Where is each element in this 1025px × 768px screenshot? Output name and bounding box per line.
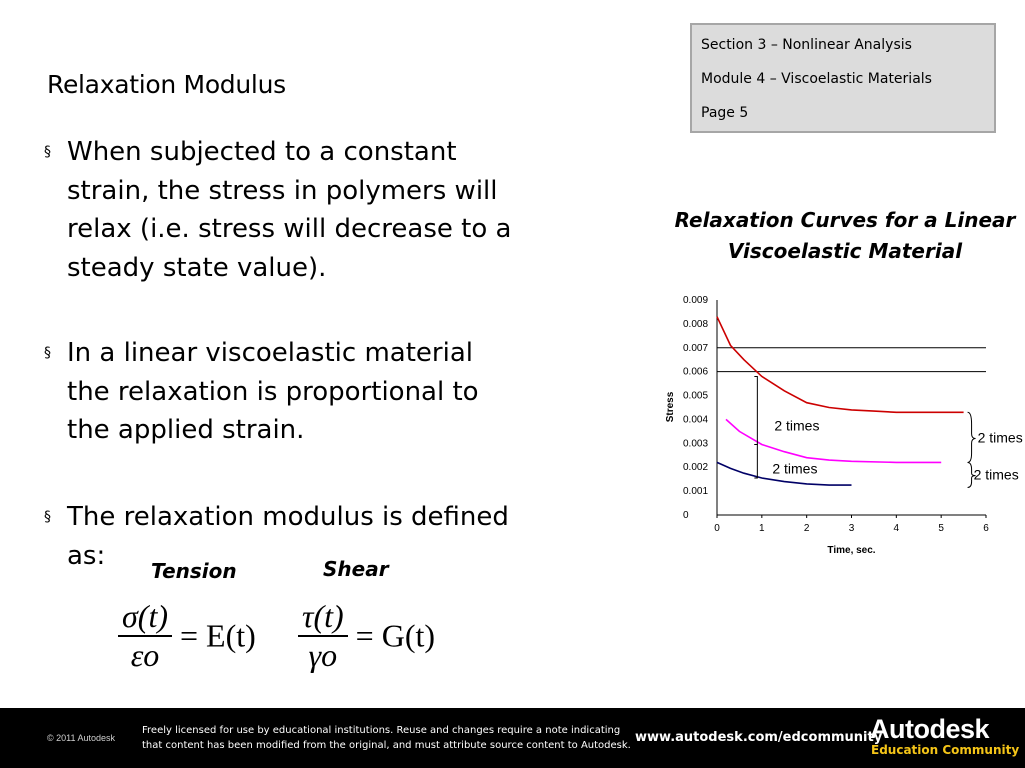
y-tick-label: 0.007 [683, 342, 709, 354]
x-tick-label: 0 [714, 523, 720, 534]
license-line: that content has been modified from the original, and must attribute source content to Autodesk. [142, 740, 631, 751]
brace-upper-right [968, 412, 976, 462]
bullet-line: as: [67, 540, 106, 571]
copyright-text: © 2011 Autodesk [47, 733, 116, 743]
x-axis-label: Time, sec. [827, 545, 876, 556]
x-tick-label: 6 [983, 523, 989, 534]
module-label: Module 4 – Viscoelastic Materials [701, 71, 932, 87]
bullet-line: relax (i.e. stress will decrease to a [67, 214, 512, 244]
license-line: Freely licensed for use by educational institutions. Reuse and changes require a note indicating [142, 725, 621, 736]
shear-label: Shear [323, 557, 389, 581]
footer-bar [0, 708, 1025, 768]
shear-denominator: γo [298, 635, 348, 674]
y-axis-label: Stress [665, 391, 676, 423]
page-label: Page 5 [701, 105, 749, 121]
y-tick-label: 0.004 [683, 414, 709, 426]
chart-title: Relaxation Curves for a Linear Viscoelastic Material [674, 208, 1016, 263]
y-tick-label: 0.003 [683, 438, 709, 450]
bracket-lower-left [754, 445, 757, 478]
series-line [717, 317, 964, 413]
bracket-upper-left [754, 376, 757, 444]
annotation-label: 2 times [774, 417, 820, 434]
x-tick-label: 1 [759, 523, 765, 534]
shear-formula [298, 598, 435, 674]
shear-rhs: = G(t) [355, 617, 436, 654]
shear-fraction [298, 598, 348, 674]
x-tick-label: 3 [848, 523, 855, 534]
x-tick-label: 2 [803, 523, 810, 534]
bullet-line: the applied strain. [67, 415, 305, 445]
bullet-line: the relaxation is proportional to [67, 376, 479, 407]
bullet-line: In a linear viscoelastic material [67, 338, 473, 368]
x-tick-label: 4 [893, 523, 900, 534]
y-tick-label: 0.008 [683, 318, 709, 330]
section-info-box [690, 23, 996, 133]
bullet-marker: § [44, 144, 51, 160]
autodesk-logo: Autodesk [870, 714, 990, 744]
bullet-line: When subjected to a constant [67, 137, 457, 167]
education-community-label: Education Community [871, 743, 1020, 757]
bullet-line: steady state value). [67, 252, 327, 283]
tension-denominator: εo [118, 635, 172, 674]
y-tick-label: 0.002 [683, 462, 709, 474]
bullet-item [44, 334, 547, 450]
tension-rhs: = E(t) [179, 617, 256, 654]
tension-formula [118, 598, 256, 674]
slide-title: Relaxation Modulus [47, 70, 286, 99]
y-tick-label: 0.009 [683, 295, 709, 306]
bullet-line: strain, the stress in polymers will [67, 175, 498, 206]
license-text [142, 723, 631, 753]
y-tick-label: 0 [683, 510, 689, 521]
bullet-line: The relaxation modulus is defined [67, 502, 509, 532]
tension-fraction [118, 598, 172, 674]
y-tick-label: 0.005 [683, 390, 709, 402]
y-tick-label: 0.001 [683, 486, 709, 498]
community-link[interactable]: www.autodesk.com/edcommunity [635, 730, 883, 745]
bullet-item [44, 133, 547, 287]
shear-numerator: τ(t) [302, 598, 344, 634]
section-label: Section 3 – Nonlinear Analysis [701, 37, 912, 53]
tension-label: Tension [151, 559, 237, 583]
annotation-label: 2 times [772, 460, 818, 477]
x-tick-label: 5 [938, 523, 944, 534]
bullet-item [44, 498, 547, 575]
relaxation-chart [655, 285, 1025, 565]
bullet-marker: § [44, 345, 51, 361]
tension-numerator: σ(t) [122, 598, 168, 634]
annotation-label: 2 times [977, 429, 1023, 446]
annotation-label: 2 times [973, 466, 1019, 483]
bullet-marker: § [44, 509, 51, 525]
y-tick-label: 0.006 [683, 366, 709, 378]
series-line [726, 419, 941, 462]
